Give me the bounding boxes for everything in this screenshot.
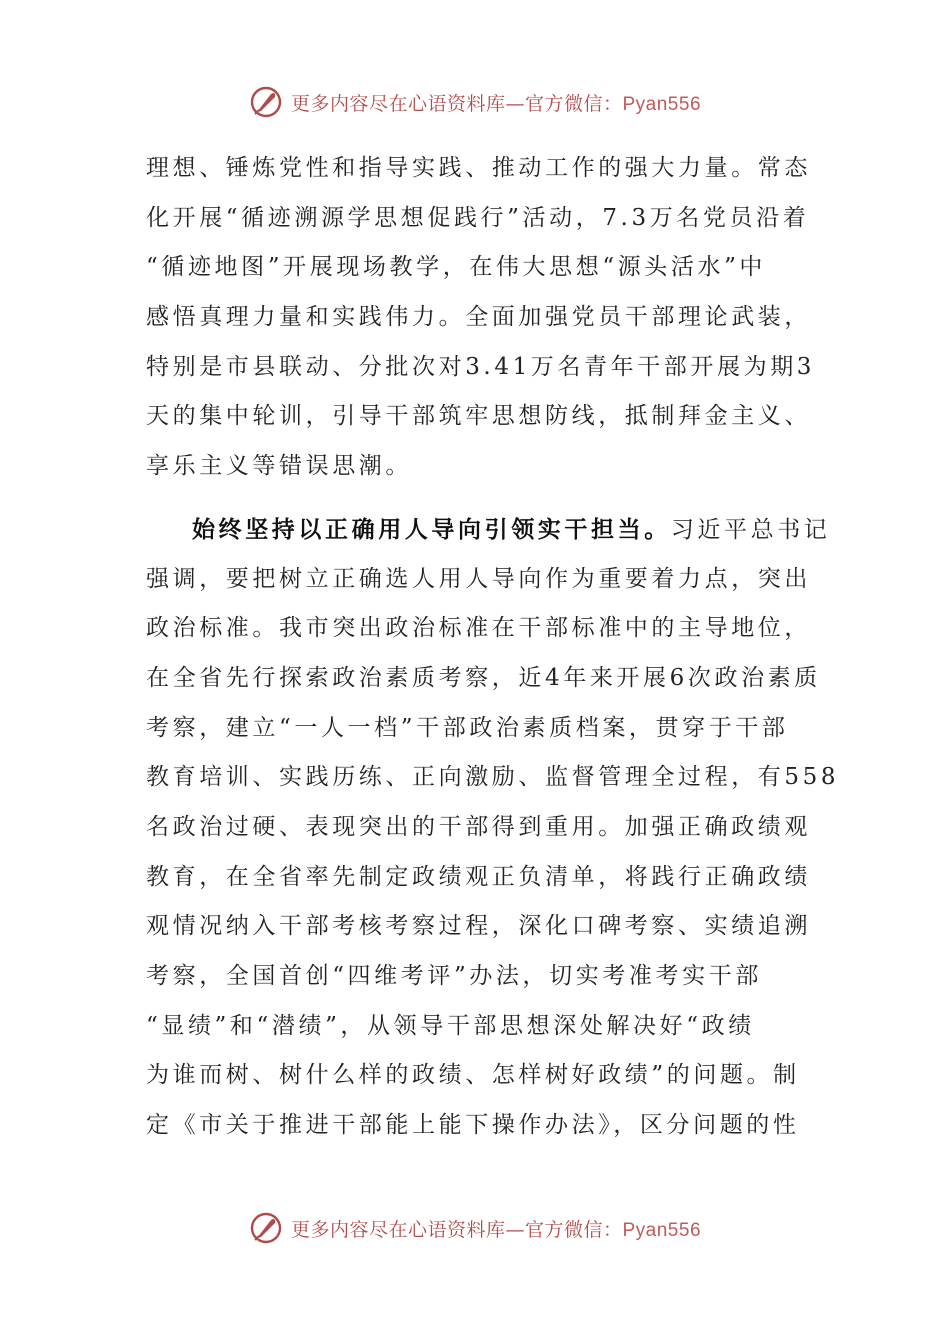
text-line: “显绩”和“潜绩”，从领导干部思想深处解决好“政绩 [146,1012,755,1039]
text-line: 感悟真理力量和实践伟力。全面加强党员干部理论武装， [146,304,811,331]
quill-pen-icon [249,85,283,119]
text-line: 天的集中轮训，引导干部筑牢思想防线，抵制拜金主义、 [146,403,811,430]
text-line: 政治标准。我市突出政治标准在干部标准中的主导地位， [146,615,811,642]
footer-watermark [0,1208,950,1248]
text-line: 在全省先行探索政治素质考察，近4年来开展6次政治素质 [146,664,821,691]
text-line: 名政治过硬、表现突出的干部得到重用。加强正确政绩观 [146,813,811,840]
text-line: “循迹地图”开展现场教学，在伟大思想“源头活水”中 [146,254,767,281]
text-line: 特别是市县联动、分批次对3.41万名青年干部开展为期3 [146,353,816,380]
text-line: 定《市关于推进干部能上能下操作办法》，区分问题的性 [146,1112,800,1139]
paragraph-lead-heading: 始终坚持以正确用人导向引领实干担当。 [192,515,671,543]
header-watermark [0,82,950,122]
watermark-wechat-id: Pyan556 [622,93,702,115]
document-body [146,144,840,1151]
watermark-wechat-id: Pyan556 [622,1219,702,1241]
text-line: 理想、锤炼党性和指导实践、推动工作的强大力量。常态 [146,155,811,181]
text-line: 化开展“循迹溯源学思想促践行”活动，7.3万名党员沿着 [146,204,810,231]
text-line: 教育，在全省率先制定政绩观正负清单，将践行正确政绩 [146,863,811,890]
quill-pen-icon [249,1211,283,1245]
paragraph-1 [146,144,816,492]
text-line: 考察，全国首创“四维考评”办法，切实考准考实干部 [146,963,762,989]
watermark-text: 更多内容尽在心语资料库—官方微信：Pyan556 [290,1218,702,1241]
watermark-text: 更多内容尽在心语资料库—官方微信：Pyan556 [290,92,702,115]
text-line: 强调，要把树立正确选人用人导向作为重要着力点，突出 [146,565,811,592]
text-line: 为谁而树、树什么样的政绩、怎样树好政绩”的问题。制 [146,1062,800,1089]
text-line: 享乐主义等错误思潮。 [146,453,412,480]
text-line: 观情况纳入干部考核考察过程，深化口碑考察、实绩追溯 [146,913,811,940]
text-line: 考察，建立“一人一档”干部政治素质档案，贯穿于干部 [146,714,789,741]
paragraph-2 [146,505,840,1151]
text-line-first [146,505,831,555]
paragraph-lead-rest: 习近平总书记 [670,516,831,543]
text-line: 教育培训、实践历练、正向激励、监督管理全过程，有558 [146,764,840,791]
